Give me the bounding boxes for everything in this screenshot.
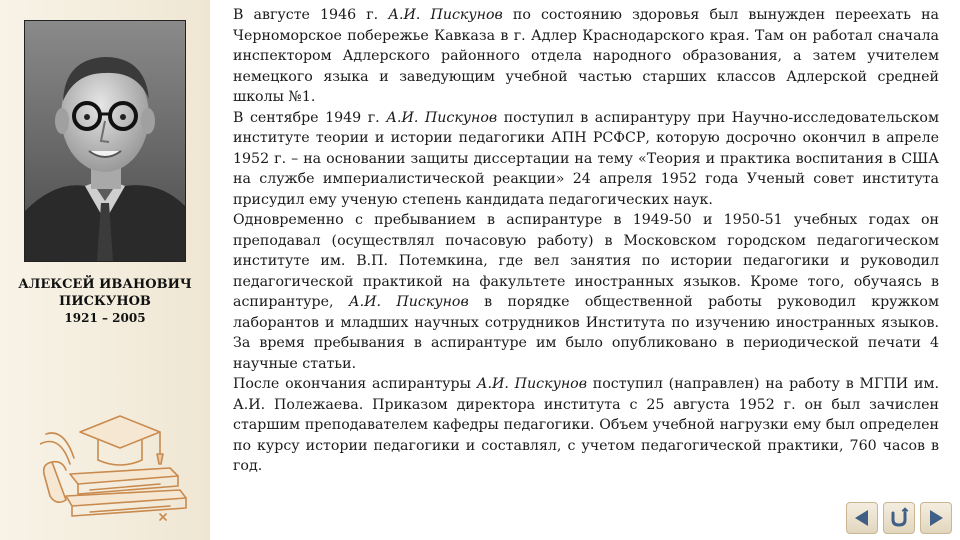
biography-text [233, 5, 939, 477]
person-name-italic: А.И. Пискунов [348, 294, 469, 310]
portrait-image [25, 21, 185, 261]
left-sidebar-panel [0, 0, 210, 540]
person-last-name: ПИСКУНОВ [59, 294, 151, 309]
person-caption [0, 276, 210, 327]
return-button[interactable] [883, 502, 915, 534]
triangle-right-icon [925, 507, 947, 529]
text-segment: в порядке общественной работы руководил кружком лаборантов и младших научных сотрудников Института по изучению иностранных языков. За время пребывания в аспирантуре им было опубликовано в периодической печати 4 научные статьи. [233, 294, 939, 372]
biography-paragraph [233, 210, 939, 374]
biography-paragraph [233, 5, 939, 108]
person-life-years: 1921 – 2005 [64, 311, 146, 325]
text-segment: В августе 1946 г. [233, 7, 389, 23]
navigation-bar [846, 502, 952, 534]
person-name-italic: А.И. Пискунов [388, 7, 503, 23]
text-segment: Одновременно с пребыванием в аспирантуре в 1949-50 и 1950-51 учебных годах он преподавал (осуществлял почасовую работу) в Московском городском педагогическом институте им. В.П. Потемкина, где вел занятия по истории педагогики и руководил педагогической практикой на факультете иностранных языков. Кроме того, обучаясь в аспирантуре, [233, 212, 939, 310]
person-first-name: АЛЕКСЕЙ ИВАНОВИЧ [18, 277, 192, 292]
text-segment: по состоянию здоровья был вынужден переехать на Черноморское побережье Кавказа в г. Адлер Краснодарского края. Там он работал сначала инспектором Адлерского районного отдела народного образования, а затем учителем немецкого языка и заведующим учебной частью старших классов Адлерской средней школы №1. [233, 7, 939, 105]
text-segment: В сентябре 1949 г. [233, 109, 387, 126]
biography-paragraph [233, 374, 939, 477]
previous-slide-button[interactable] [846, 502, 878, 534]
person-name-italic: А.И. Пискунов [476, 376, 587, 392]
return-arrow-icon [888, 507, 910, 529]
text-segment: поступил в аспирантуру при Научно-исследовательском институте теории и истории педагогики АПН РСФСР, которую досрочно окончил в апреле 1952 г. – на основании защиты диссертации на тему «Теория и практика воспитания в США на службе империалистической реакции» 24 апреля 1952 года Ученый совет института присудил ему ученую степень кандидата педагогических наук. [233, 109, 939, 208]
portrait-photo [24, 20, 186, 262]
text-segment: После окончания аспирантуры [233, 376, 477, 392]
person-name-italic: А.И. Пискунов [386, 109, 498, 126]
next-slide-button[interactable] [920, 502, 952, 534]
text-segment: поступил (направлен) на работу в МГПИ им. А.И. Полежаева. Приказом директора института с 25 августа 1952 г. он был зачислен старшим преподавателем кафедры педагогики. Объем учебной нагрузки ему был определен по курсу истории педагогики и составлял, с учетом педагогической практики, 760 часов в год. [233, 376, 939, 474]
biography-paragraph [233, 108, 939, 211]
books-graduation-cap-illustration [40, 404, 200, 529]
triangle-left-icon [851, 507, 873, 529]
